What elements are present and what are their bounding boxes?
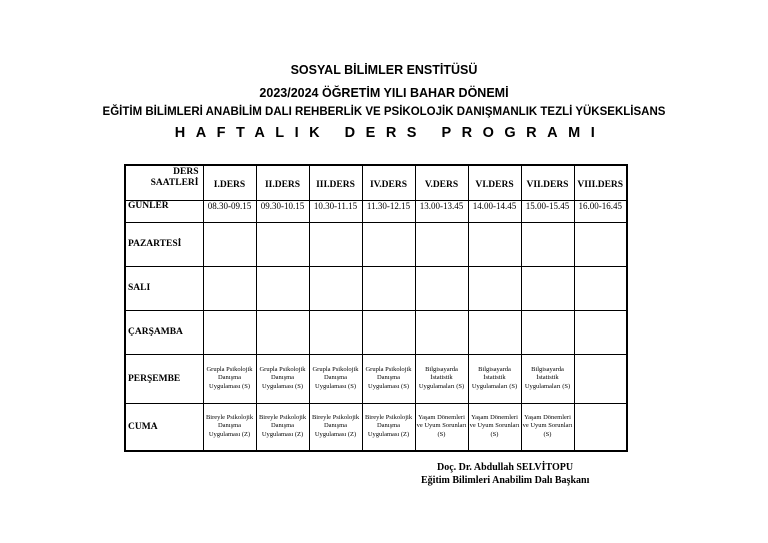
lesson-header: VI.DERS — [468, 165, 521, 200]
course-cell: Bireyle Psikolojik Danışma Uygulaması (Z) — [256, 403, 309, 451]
day-label: CUMA — [125, 403, 203, 451]
course-cell — [203, 222, 256, 266]
day-label: PAZARTESİ — [125, 222, 203, 266]
course-cell — [521, 310, 574, 354]
course-cell — [256, 310, 309, 354]
day-row-cuma — [125, 403, 627, 451]
course-cell: Yaşam Dönemleri ve Uyum Sorunları (S) — [521, 403, 574, 451]
term-title: 2023/2024 ÖĞRETİM YILI BAHAR DÖNEMİ — [259, 86, 509, 100]
days-label: GÜNLER — [125, 200, 203, 222]
course-cell: Bilgisayarda İstatistik Uygulamaları (S) — [415, 354, 468, 403]
time-slot: 15.00-15.45 — [521, 200, 574, 222]
signature-name: Doç. Dr. Abdullah SELVİTOPU — [437, 462, 574, 473]
time-slot: 16.00-16.45 — [574, 200, 627, 222]
lesson-header: I.DERS — [203, 165, 256, 200]
time-slot: 09.30-10.15 — [256, 200, 309, 222]
program-title: EĞİTİM BİLİMLERİ ANABİLİM DALI REHBERLİK VE PSİKOLOJİK DANIŞMANLIK TEZLİ YÜKSEKLİSANS — [102, 106, 666, 118]
course-cell — [574, 222, 627, 266]
course-cell — [256, 222, 309, 266]
course-cell: Bireyle Psikolojik Danışma Uygulaması (Z) — [362, 403, 415, 451]
course-cell: Grupla Psikolojik Danışma Uygulaması (S) — [309, 354, 362, 403]
day-row-sali — [125, 266, 627, 310]
day-row-persembe — [125, 354, 627, 403]
course-cell — [203, 310, 256, 354]
course-cell — [468, 310, 521, 354]
course-cell — [468, 222, 521, 266]
time-slot: 11.30-12.15 — [362, 200, 415, 222]
course-cell — [309, 266, 362, 310]
corner-cell — [125, 165, 203, 200]
day-label: ÇARŞAMBA — [125, 310, 203, 354]
lesson-header: II.DERS — [256, 165, 309, 200]
course-cell: Bilgisayarda İstatistik Uygulamaları (S) — [521, 354, 574, 403]
institute-title: SOSYAL BİLİMLER ENSTİTÜSÜ — [290, 63, 478, 77]
course-cell — [256, 266, 309, 310]
course-cell: Yaşam Dönemleri ve Uyum Sorunları (S) — [468, 403, 521, 451]
course-cell: Bilgisayarda İstatistik Uygulamaları (S) — [468, 354, 521, 403]
day-label: SALI — [125, 266, 203, 310]
lesson-header-row — [125, 165, 627, 200]
course-cell — [362, 266, 415, 310]
course-cell — [415, 222, 468, 266]
course-cell — [415, 266, 468, 310]
course-cell — [574, 310, 627, 354]
lesson-header: IV.DERS — [362, 165, 415, 200]
day-label: PERŞEMBE — [125, 354, 203, 403]
day-row-carsamba — [125, 310, 627, 354]
course-cell — [468, 266, 521, 310]
lesson-header: III.DERS — [309, 165, 362, 200]
lesson-header: V.DERS — [415, 165, 468, 200]
course-cell — [203, 266, 256, 310]
course-cell — [574, 354, 627, 403]
time-slot: 08.30-09.15 — [203, 200, 256, 222]
course-cell — [362, 310, 415, 354]
time-slot: 14.00-14.45 — [468, 200, 521, 222]
course-cell: Grupla Psikolojik Danışma Uygulaması (S) — [256, 354, 309, 403]
schedule-title: HAFTALIK DERS PROGRAMI — [174, 125, 606, 141]
time-slot: 10.30-11.15 — [309, 200, 362, 222]
course-cell: Bireyle Psikolojik Danışma Uygulaması (Z) — [203, 403, 256, 451]
course-cell — [521, 266, 574, 310]
weekly-schedule-table — [124, 164, 628, 452]
course-cell — [415, 310, 468, 354]
course-cell — [309, 310, 362, 354]
corner-top-label: DERS — [173, 167, 199, 177]
course-cell: Bireyle Psikolojik Danışma Uygulaması (Z) — [309, 403, 362, 451]
corner-bottom-label: SAATLERİ — [150, 178, 199, 188]
course-cell — [574, 403, 627, 451]
course-cell — [521, 222, 574, 266]
course-cell — [362, 222, 415, 266]
time-row — [125, 200, 627, 222]
lesson-header: VII.DERS — [521, 165, 574, 200]
course-cell: Yaşam Dönemleri ve Uyum Sorunları (S) — [415, 403, 468, 451]
course-cell: Grupla Psikolojik Danışma Uygulaması (S) — [203, 354, 256, 403]
signature-role: Eğitim Bilimleri Anabilim Dalı Başkanı — [421, 475, 590, 486]
course-cell — [309, 222, 362, 266]
day-row-pazartesi — [125, 222, 627, 266]
course-cell: Grupla Psikolojik Danışma Uygulaması (S) — [362, 354, 415, 403]
time-slot: 13.00-13.45 — [415, 200, 468, 222]
lesson-header: VIII.DERS — [574, 165, 627, 200]
course-cell — [574, 266, 627, 310]
